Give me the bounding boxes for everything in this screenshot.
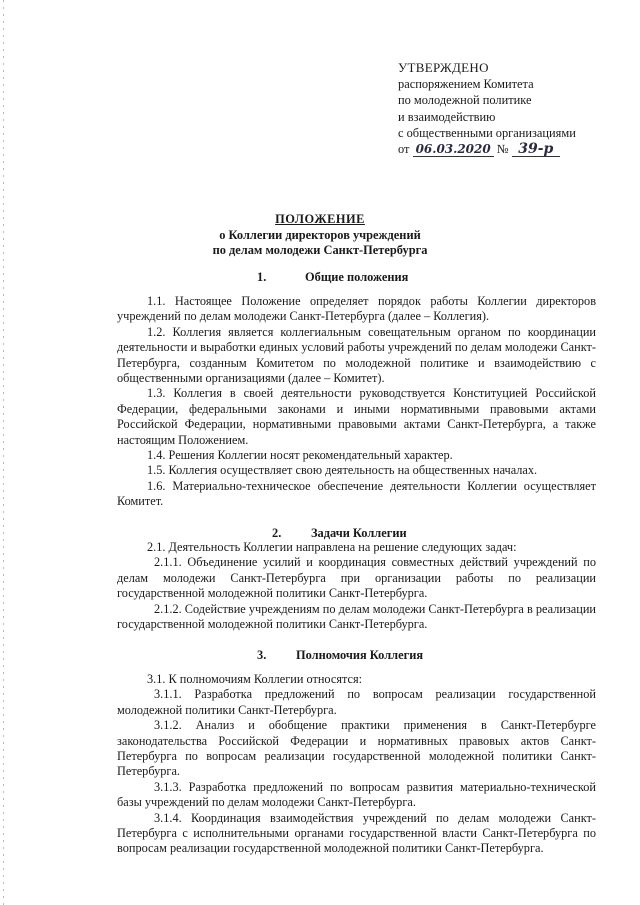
paragraph-3-1-2: 3.1.2. Анализ и обобщение практики применения в Санкт-Петербурге законодательства Российской Федерации и нормативных правовых актов Санкт-Петербурга по вопросам реализации государственной молодежной политики Санкт-Петербурга. [117, 718, 596, 779]
section-1-body [117, 294, 596, 510]
section-2-body [117, 540, 596, 632]
section-2-number: 2. [272, 526, 282, 540]
paragraph-1-1: 1.1. Настоящее Положение определяет порядок работы Коллегии директоров учреждений по делам молодежи Санкт-Петербурга (далее – Коллегия). [117, 294, 596, 324]
paragraph-2-1-1: 2.1.1. Объединение усилий и координация совместных действий учреждений по делам молодежи Санкт-Петербурга при организации работы по реализации государственной молодежной политики Санкт-Петербурга. [117, 555, 596, 601]
section-3-number: 3. [257, 648, 267, 662]
section-3-body [117, 672, 596, 857]
approval-stamp-block [398, 60, 576, 157]
document-subtitle-1: о Коллегии директоров учреждений [219, 227, 421, 242]
approval-date-prefix: от [398, 142, 410, 157]
paragraph-3-1-3: 3.1.3. Разработка предложений по вопросам развития материально-технической базы учреждений по делам молодежи Санкт-Петербурга. [117, 779, 596, 810]
approval-line-2: по молодежной политике [398, 93, 532, 108]
approval-date-handwritten: 06.03.2020 [413, 142, 494, 157]
paragraph-1-6: 1.6. Материально-техническое обеспечение деятельности Коллегии осуществляет Комитет. [117, 478, 596, 509]
paragraph-1-3: 1.3. Коллегия в своей деятельности руководствуется Конституцией Российской Федерации, федеральными законами и иными нормативными правовыми актами Российской Федерации, нормативными правовыми актами Санкт-Петербурга, а также настоящим Положением. [117, 386, 596, 447]
paragraph-3-1-4: 3.1.4. Координация взаимодействия учреждений по делам молодежи Санкт-Петербурга с исполнительными органами государственной власти Санкт-Петербурга по вопросам реализации государственной молодежной политики Санкт-Петербурга. [117, 810, 596, 856]
scan-edge [3, 0, 4, 905]
section-2-title: Задачи Коллегии [311, 526, 407, 540]
paragraph-3-1-1: 3.1.1. Разработка предложений по вопросам реализации государственной молодежной политики Санкт-Петербурга. [117, 687, 596, 717]
section-1-number: 1. [257, 270, 267, 284]
paragraph-3-1: 3.1. К полномочиям Коллегии относятся: [147, 672, 363, 686]
document-heading [0, 212, 640, 259]
paragraph-1-4: 1.4. Решения Коллегии носят рекомендательный характер. [147, 448, 453, 463]
paragraph-1-5: 1.5. Коллегия осуществляет свою деятельность на общественных началах. [147, 463, 538, 478]
approval-line-4: с общественными организациями [398, 125, 576, 140]
document-title: ПОЛОЖЕНИЕ [275, 212, 365, 226]
document-subtitle-2: по делам молодежи Санкт-Петербурга [212, 243, 428, 257]
approval-line-1: распоряжением Комитета [398, 77, 534, 92]
approval-date-line [398, 141, 576, 157]
approval-title: УТВЕРЖДЕНО [398, 60, 489, 75]
paragraph-2-1: 2.1. Деятельность Коллегии направлена на решение следующих задач: [147, 540, 517, 554]
paragraph-2-1-2: 2.1.2. Содействие учреждениям по делам молодежи Санкт-Петербурга в реализации государственной молодежной политики Санкт-Петербурга. [117, 601, 596, 632]
paragraph-1-2: 1.2. Коллегия является коллегиальным совещательным органом по координации деятельности и выработки единых условий работы учреждений по делам молодежи Санкт-Петербурга, созданным Комитетом по молодежной политике и взаимодействию с общественными организациями (далее – Комитет). [117, 324, 596, 386]
approval-number-handwritten: 39-р [512, 142, 560, 157]
section-1-title: Общие положения [305, 270, 409, 284]
approval-line-3: и взаимодействию [398, 109, 496, 124]
approval-number-prefix: № [496, 142, 509, 157]
section-3-title: Полномочия Коллегия [296, 648, 424, 662]
